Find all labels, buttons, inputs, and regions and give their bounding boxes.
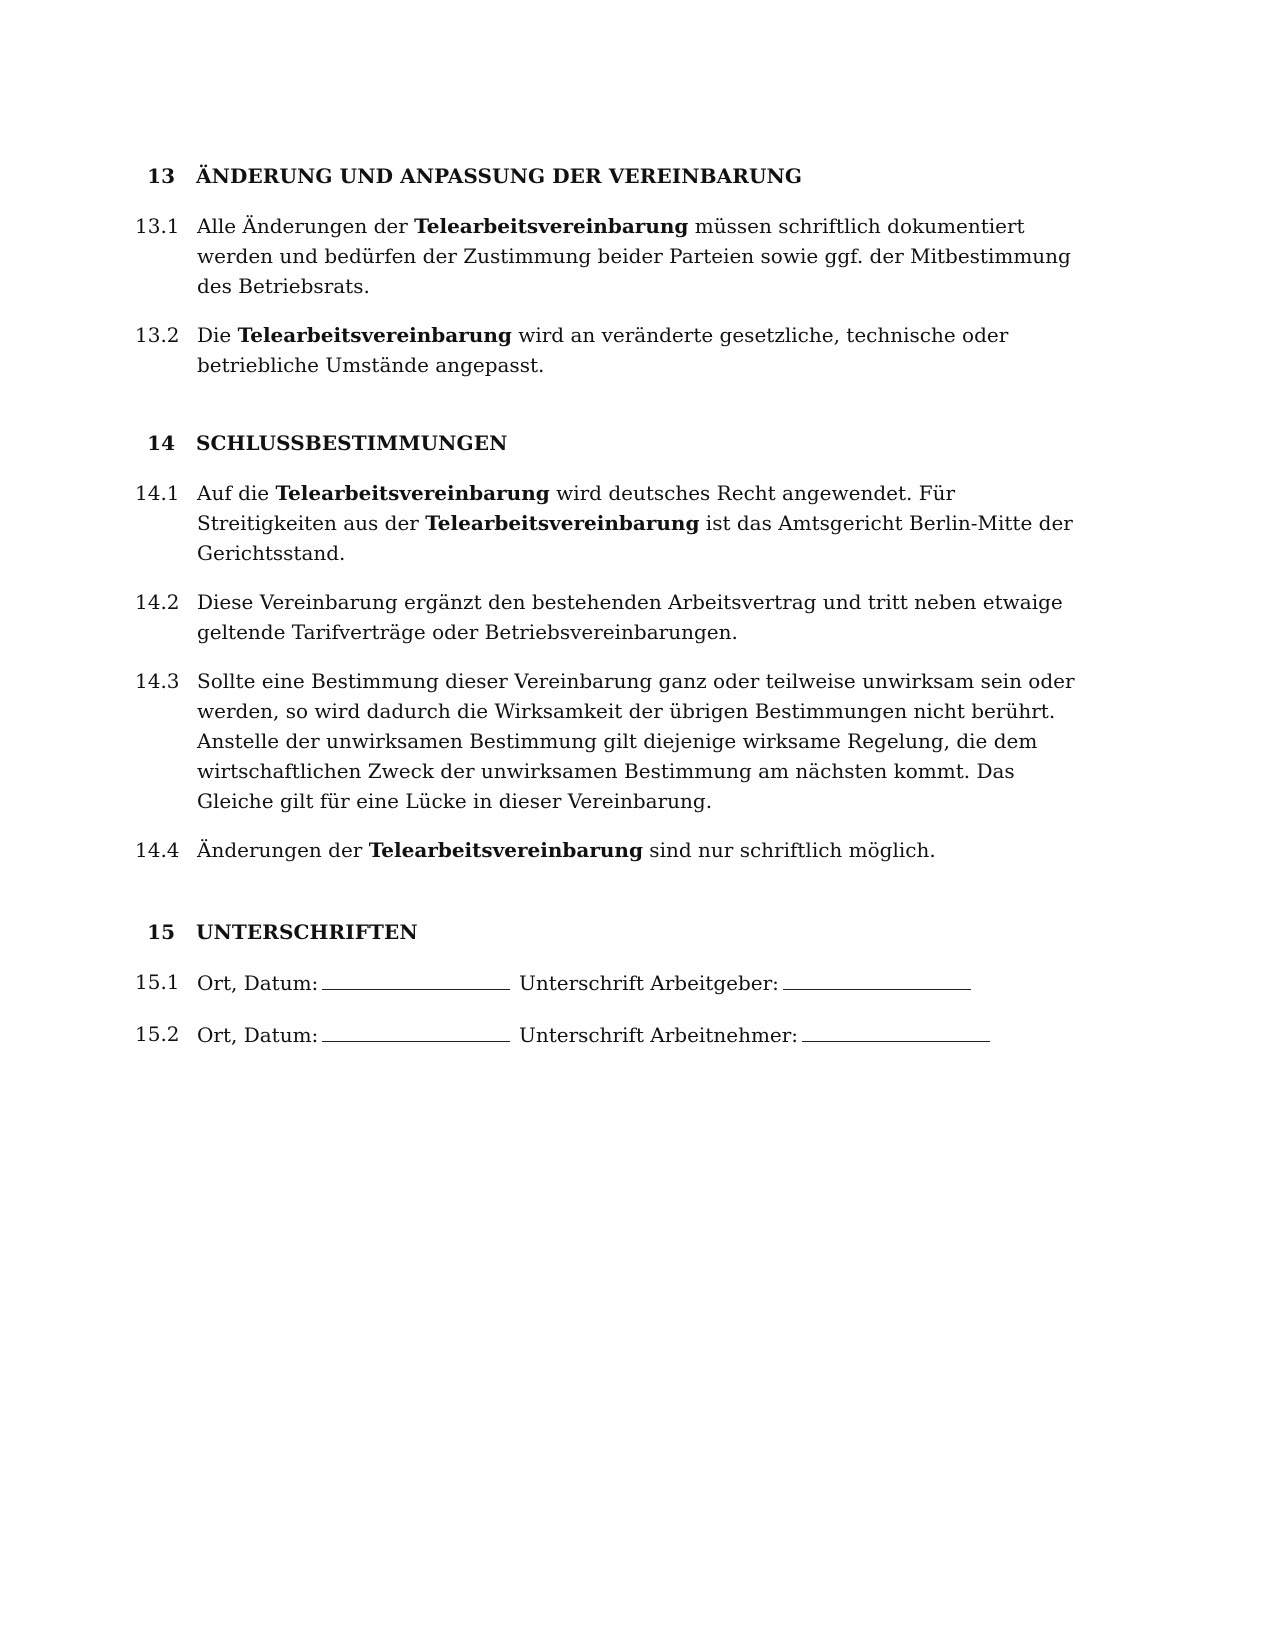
defined-term: Telearbeitsvereinbarung: [414, 214, 689, 238]
section-15: [135, 917, 1135, 1071]
employee-signature-field: [519, 1019, 990, 1050]
place-date-blank-line[interactable]: [322, 1019, 510, 1042]
employer-signature-label: Unterschrift Arbeitgeber:: [519, 971, 779, 995]
section-title: UNTERSCHRIFTEN: [196, 920, 418, 944]
clause-14-3: [135, 666, 1135, 816]
clause-number: 13.1: [135, 214, 180, 238]
signature-row-15-1: [135, 967, 1135, 998]
place-date-label: Ort, Datum:: [197, 971, 319, 995]
section-14: [135, 428, 1135, 884]
section-heading: [135, 161, 1135, 191]
section-13: [135, 161, 1135, 399]
clause-14-2: [135, 587, 1135, 647]
clause-number: 15.2: [135, 1022, 180, 1046]
defined-term: Telearbeitsvereinbarung: [425, 511, 700, 535]
employer-signature-blank-line[interactable]: [783, 967, 971, 990]
clause-number: 14.4: [135, 838, 180, 862]
clause-text: Alle Änderungen der Telearbeitsvereinbarung müssen schriftlich dokumentiert werden und bedürfen der Zustimmung beider Parteien sowie ggf. der Mitbestimmung des Betriebsrats.: [197, 214, 1071, 298]
clause-number: 13.2: [135, 323, 180, 347]
employee-signature-label: Unterschrift Arbeitnehmer:: [519, 1023, 799, 1047]
clause-14-1: [135, 478, 1135, 568]
clause-13-1: [135, 211, 1135, 301]
employee-signature-blank-line[interactable]: [802, 1019, 990, 1042]
defined-term: Telearbeitsvereinbarung: [368, 838, 643, 862]
clause-number: 15.1: [135, 970, 180, 994]
section-number: 13: [147, 164, 175, 188]
place-date-field: [197, 967, 519, 998]
section-number: 14: [147, 431, 175, 455]
clause-13-2: [135, 320, 1135, 380]
section-number: 15: [147, 920, 175, 944]
section-heading: [135, 917, 1135, 947]
place-date-label: Ort, Datum:: [197, 1023, 319, 1047]
place-date-blank-line[interactable]: [322, 967, 510, 990]
employer-signature-field: [519, 967, 971, 998]
place-date-field: [197, 1019, 519, 1050]
defined-term: Telearbeitsvereinbarung: [237, 323, 512, 347]
clause-text: Sollte eine Bestimmung dieser Vereinbarung ganz oder teilweise unwirksam sein oder werden, so wird dadurch die Wirksamkeit der übrigen Bestimmungen nicht berührt. Anstelle der unwirksamen Bestimmung gilt diejenige wirksame Regelung, die dem wirtschaftlichen Zweck der unwirksamen Bestimmung am nächsten kommt. Das Gleiche gilt für eine Lücke in dieser Vereinbarung.: [197, 669, 1075, 813]
defined-term: Telearbeitsvereinbarung: [275, 481, 550, 505]
clause-text: Auf die Telearbeitsvereinbarung wird deutsches Recht angewendet. Für Streitigkeiten aus der Telearbeitsvereinbarung ist das Amtsgericht Berlin-Mitte der Gerichtsstand.: [197, 481, 1073, 565]
section-title: ÄNDERUNG UND ANPASSUNG DER VEREINBARUNG: [196, 164, 803, 188]
clause-14-4: [135, 835, 1135, 865]
clause-number: 14.1: [135, 481, 180, 505]
signature-row-15-2: [135, 1019, 1135, 1050]
clause-text: Änderungen der Telearbeitsvereinbarung sind nur schriftlich möglich.: [197, 838, 936, 862]
clause-number: 14.2: [135, 590, 180, 614]
clause-text: Die Telearbeitsvereinbarung wird an veränderte gesetzliche, technische oder betriebliche Umstände angepasst.: [197, 323, 1009, 377]
clause-number: 14.3: [135, 669, 180, 693]
section-title: SCHLUSSBESTIMMUNGEN: [196, 431, 508, 455]
clause-text: Diese Vereinbarung ergänzt den bestehenden Arbeitsvertrag und tritt neben etwaige geltende Tarifverträge oder Betriebsvereinbarungen.: [197, 590, 1063, 644]
section-heading: [135, 428, 1135, 458]
